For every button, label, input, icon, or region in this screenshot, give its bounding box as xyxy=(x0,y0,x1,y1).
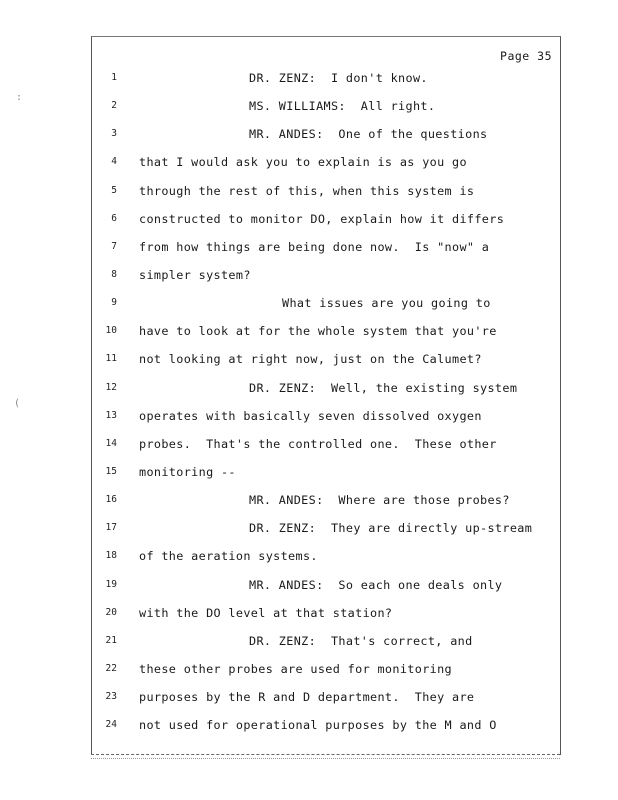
line-text: MR. ANDES: One of the questions xyxy=(249,127,488,142)
line-text: MR. ANDES: Where are those probes? xyxy=(249,493,510,508)
line-text: through the rest of this, when this system is xyxy=(139,183,475,198)
transcript-line xyxy=(95,711,555,739)
line-number: 20 xyxy=(105,606,117,618)
line-text: MS. WILLIAMS: All right. xyxy=(249,99,436,114)
line-text: simpler system? xyxy=(139,267,251,282)
transcript-line xyxy=(95,374,555,402)
line-number: 5 xyxy=(111,184,117,196)
transcript-line xyxy=(95,120,555,148)
transcript-line xyxy=(95,571,555,599)
line-number: 19 xyxy=(105,578,117,590)
line-text: constructed to monitor DO, explain how it differs xyxy=(139,211,505,226)
line-text: of the aeration systems. xyxy=(139,549,318,564)
transcript-line xyxy=(95,683,555,711)
line-text: DR. ZENZ: I don't know. xyxy=(249,71,428,85)
line-text: these other probes are used for monitoring xyxy=(139,661,452,676)
transcript-line xyxy=(95,205,555,233)
transcript-line xyxy=(95,599,555,627)
line-text: What issues are you going to xyxy=(282,296,491,311)
line-number: 18 xyxy=(105,550,117,562)
transcript-line xyxy=(95,289,555,317)
line-text: have to look at for the whole system that you're xyxy=(139,324,497,339)
line-text: that I would ask you to explain is as you go xyxy=(139,155,467,170)
margin-mark: ( xyxy=(14,398,21,409)
transcript-line xyxy=(95,92,555,120)
transcript-line xyxy=(95,345,555,373)
line-number: 8 xyxy=(111,268,117,280)
transcript-line xyxy=(95,261,555,289)
line-number: 15 xyxy=(105,465,117,477)
line-text: not looking at right now, just on the Calumet? xyxy=(139,352,482,367)
line-number: 16 xyxy=(105,494,117,506)
page-number: Page 35 xyxy=(500,49,552,63)
line-text: operates with basically seven dissolved oxygen xyxy=(139,408,482,423)
line-number: 4 xyxy=(111,156,117,168)
bottom-rule-secondary xyxy=(91,758,560,759)
line-text: purposes by the R and D department. They are xyxy=(139,690,475,705)
transcript-line xyxy=(95,233,555,261)
line-number: 24 xyxy=(105,719,117,731)
line-number: 3 xyxy=(111,128,117,140)
margin-mark: : xyxy=(16,92,23,103)
line-number: 9 xyxy=(111,297,117,309)
transcript-line xyxy=(95,627,555,655)
transcript-line xyxy=(95,542,555,570)
transcript-line xyxy=(95,64,555,92)
line-text: DR. ZENZ: They are directly up-stream xyxy=(249,521,533,536)
transcript-lines xyxy=(95,64,555,739)
transcript-line xyxy=(95,177,555,205)
line-number: 2 xyxy=(111,100,117,112)
line-text: with the DO level at that station? xyxy=(139,605,393,620)
line-text: probes. That's the controlled one. These other xyxy=(139,436,497,451)
line-number: 14 xyxy=(105,437,117,449)
line-number: 13 xyxy=(105,409,117,421)
line-text: from how things are being done now. Is "now" a xyxy=(139,239,490,254)
line-number: 10 xyxy=(105,325,117,337)
line-text: DR. ZENZ: That's correct, and xyxy=(249,633,473,648)
line-number: 22 xyxy=(105,662,117,674)
bottom-rule xyxy=(91,754,560,755)
transcript-line xyxy=(95,514,555,542)
transcript-line xyxy=(95,458,555,486)
line-number: 7 xyxy=(111,240,117,252)
transcript-line xyxy=(95,486,555,514)
transcript-line xyxy=(95,402,555,430)
line-text: MR. ANDES: So each one deals only xyxy=(249,577,503,592)
line-number: 23 xyxy=(105,691,117,703)
line-text: not used for operational purposes by the M and O xyxy=(139,718,497,733)
line-number: 21 xyxy=(105,634,117,646)
line-text: DR. ZENZ: Well, the existing system xyxy=(249,380,518,395)
line-number: 11 xyxy=(105,353,117,365)
line-number: 12 xyxy=(105,381,117,393)
transcript-line xyxy=(95,317,555,345)
transcript-line xyxy=(95,430,555,458)
line-text: monitoring -- xyxy=(139,464,236,479)
transcript-line xyxy=(95,148,555,176)
line-number: 1 xyxy=(111,72,117,83)
line-number: 17 xyxy=(105,522,117,534)
line-number: 6 xyxy=(111,212,117,224)
transcript-line xyxy=(95,655,555,683)
